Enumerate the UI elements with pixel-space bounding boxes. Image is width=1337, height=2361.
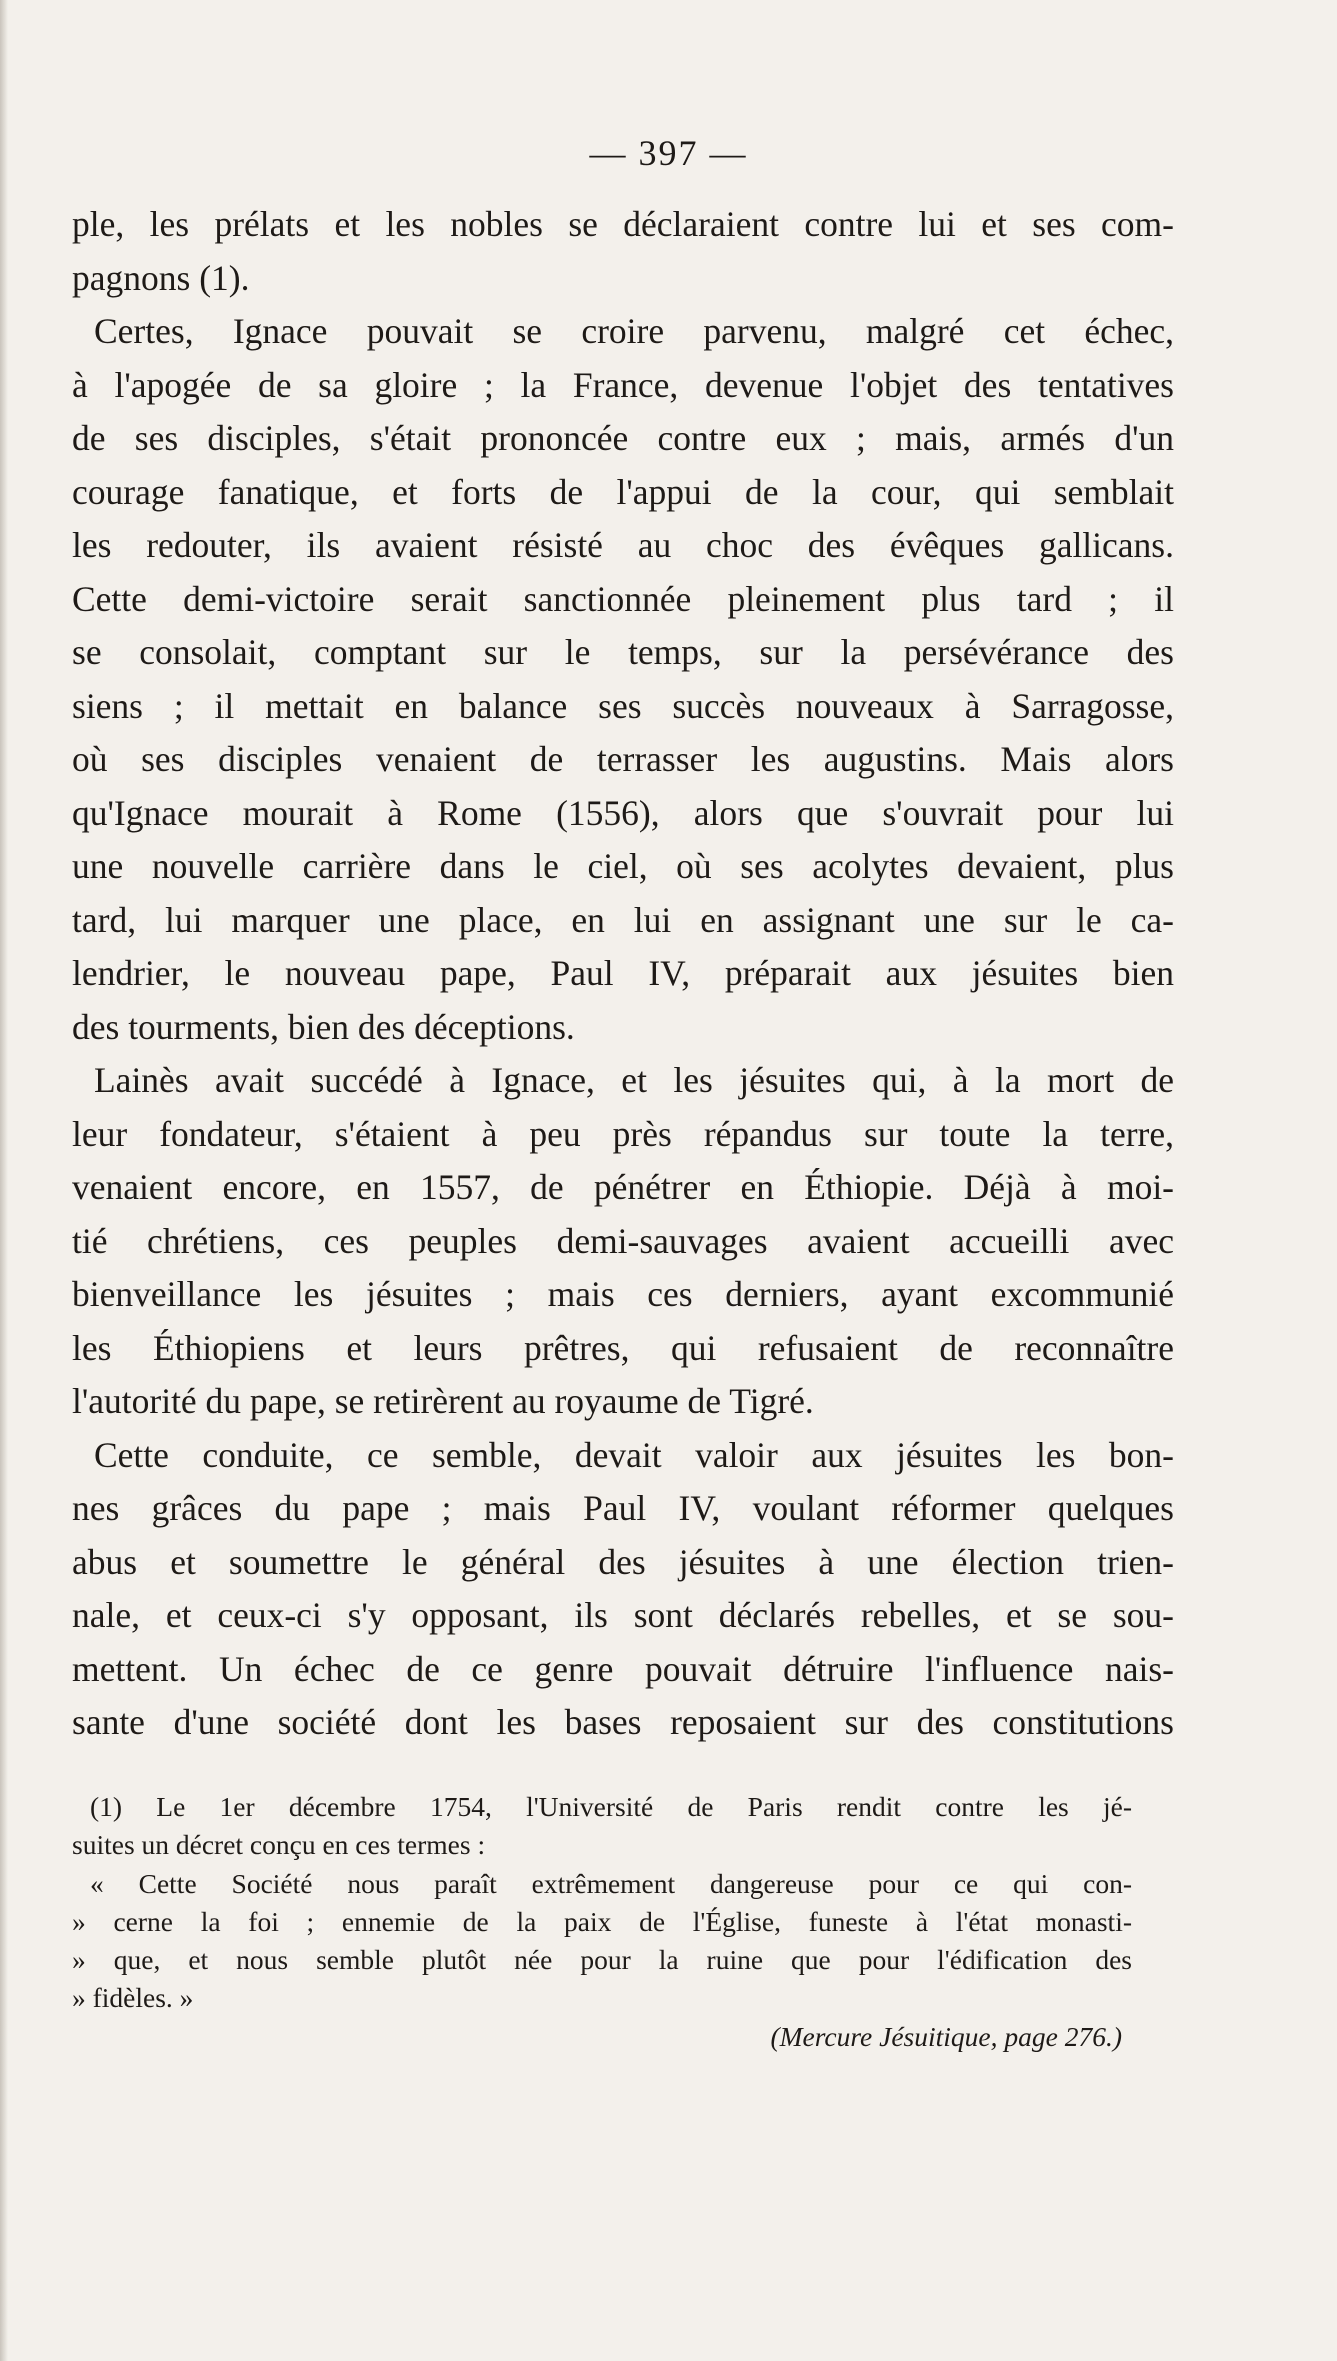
text-line: tié chrétiens, ces peuples demi-sauvages avaient accueilli avec [72, 1220, 1174, 1261]
paragraph-start-line: Lainès avait succédé à Ignace, et les jésuites qui, à la mort de [94, 1060, 1174, 1100]
text-line: nes grâces du pape ; mais Paul IV, voulant réformer quelques [72, 1488, 1174, 1528]
body-text [72, 198, 1174, 1750]
footnote-line: suites un décret conçu en ces termes : [72, 1829, 486, 1861]
text-line: venaient encore, en 1557, de pénétrer en Éthiopie. Déjà à moi- [72, 1167, 1174, 1207]
text-line: tard, lui marquer une place, en lui en assignant une sur le ca- [72, 899, 1174, 940]
text-line: mettent. Un échec de ce genre pouvait détruire l'influence nais- [72, 1648, 1174, 1689]
text-line: où ses disciples venaient de terrasser les augustins. Mais alors [72, 739, 1174, 779]
footnote-line: (1) Le 1er décembre 1754, l'Université de Paris rendit contre les jé- [90, 1791, 1132, 1822]
text-line: sante d'une société dont les bases reposaient sur des constitutions [72, 1702, 1174, 1742]
text-line: nale, et ceux-ci s'y opposant, ils sont déclarés rebelles, et se sou- [72, 1595, 1174, 1635]
page-number: — 397 — [589, 133, 748, 173]
footnote-source: (Mercure Jésuitique, page 276.) [770, 2020, 1122, 2052]
text-line: lendrier, le nouveau pape, Paul IV, préparait aux jésuites bien [72, 953, 1174, 993]
text-line: leur fondateur, s'étaient à peu près répandus sur toute la terre, [72, 1113, 1174, 1154]
text-line: une nouvelle carrière dans le ciel, où ses acolytes devaient, plus [72, 846, 1174, 886]
text-line: l'autorité du pape, se retirèrent au royaume de Tigré. [72, 1381, 814, 1421]
text-line: qu'Ignace mourait à Rome (1556), alors que s'ouvrait pour lui [72, 792, 1174, 833]
text-line: bienveillance les jésuites ; mais ces derniers, ayant excommunié [72, 1274, 1174, 1314]
text-line: des tourments, bien des déceptions. [72, 1006, 575, 1047]
footnote-quote-line: » cerne la foi ; ennemie de la paix de l'Église, funeste à l'état monasti- [72, 1905, 1132, 1937]
text-line: les Éthiopiens et leurs prêtres, qui refusaient de reconnaître [72, 1327, 1174, 1368]
page-edge-shadow [0, 0, 8, 2361]
paragraph-start-line: Cette conduite, ce semble, devait valoir aux jésuites les bon- [94, 1434, 1174, 1475]
text-line: se consolait, comptant sur le temps, sur la persévérance des [72, 632, 1174, 672]
text-line: courage fanatique, et forts de l'appui de la cour, qui semblait [72, 471, 1174, 512]
text-line: à l'apogée de sa gloire ; la France, devenue l'objet des tentatives [72, 364, 1174, 405]
paragraph-start-line: Certes, Ignace pouvait se croire parvenu, malgré cet échec, [94, 311, 1174, 351]
footnote-quote-line: » que, et nous semble plutôt née pour la ruine que pour l'édification des [72, 1944, 1132, 1976]
text-line: les redouter, ils avaient résisté au choc des évêques gallicans. [72, 525, 1174, 565]
text-line: de ses disciples, s'était prononcée contre eux ; mais, armés d'un [72, 418, 1174, 458]
text-line: abus et soumettre le général des jésuites à une élection trien- [72, 1541, 1174, 1582]
text-line: ple, les prélats et les nobles se déclaraient contre lui et ses com- [72, 204, 1174, 244]
text-line: Cette demi-victoire serait sanctionnée pleinement plus tard ; il [72, 578, 1174, 619]
text-line: siens ; il mettait en balance ses succès nouveaux à Sarragosse, [72, 685, 1174, 726]
footnote [72, 1788, 1132, 2056]
text-line: pagnons (1). [72, 257, 250, 298]
footnote-quote-line: » fidèles. » [72, 1982, 194, 2014]
footnote-quote-line: « Cette Société nous paraît extrêmement dangereuse pour ce qui con- [90, 1867, 1132, 1899]
